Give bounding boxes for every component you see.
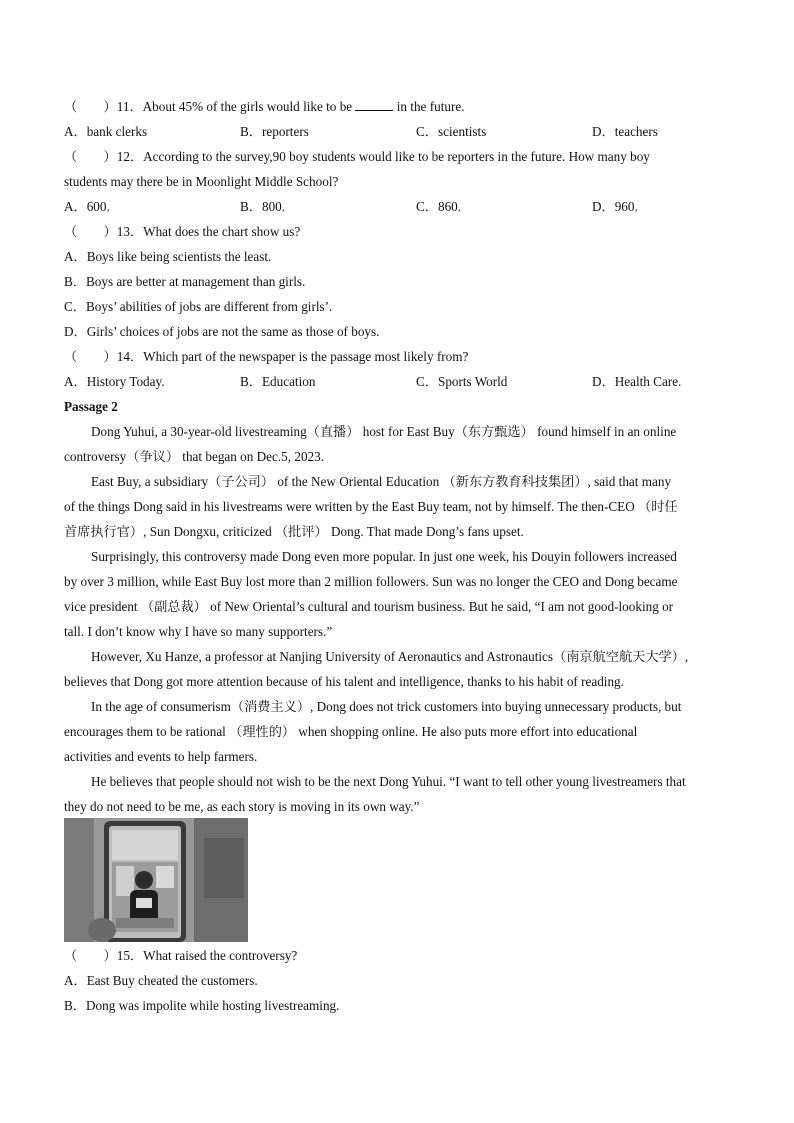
question-11-stem — [64, 98, 465, 116]
answer-blank — [355, 98, 393, 111]
question-12-stem-line-2: students may there be in Moonlight Middle School? — [64, 174, 339, 189]
question-14-stem: （ ）14．Which part of the newspaper is the passage most likely from? — [64, 349, 469, 364]
question-13-option-c: C．Boys’ abilities of jobs are different from girls’. — [64, 299, 333, 314]
question-14-option-c: C．Sports World — [416, 374, 508, 389]
passage-line: Surprisingly, this controversy made Dong even more popular. In just one week, his Douyin followers increased — [91, 549, 677, 564]
question-12-option-a: A．600. — [64, 199, 110, 214]
question-15-option-a: A．East Buy cheated the customers. — [64, 973, 258, 988]
passage-line: In the age of consumerism（消费主义）, Dong does not trick customers into buying unnecessary products, but — [91, 699, 682, 714]
question-11-option-d: D．teachers — [592, 124, 658, 139]
question-13-option-d: D．Girls’ choices of jobs are not the same as those of boys. — [64, 324, 380, 339]
passage-line: Dong Yuhui, a 30-year-old livestreaming（直播） host for East Buy（东方甄选） found himself in an online — [91, 424, 677, 439]
passage-line: East Buy, a subsidiary（子公司） of the New Oriental Education （新东方教育科技集团）, said that many — [91, 474, 672, 489]
passage-line: activities and events to help farmers. — [64, 749, 258, 764]
passage-line: tall. I don’t know why I have so many supporters.” — [64, 624, 333, 639]
passage-line: He believes that people should not wish to be the next Dong Yuhui. “I want to tell other young livestreamers that — [91, 774, 686, 789]
passage-line: However, Xu Hanze, a professor at Nanjing University of Aeronautics and Astronautics（南京航空航天大学）, — [91, 649, 689, 664]
question-12-option-b: B．800. — [240, 199, 286, 214]
passage-line: 首席执行官）, Sun Dongxu, criticized （批评） Dong. That made Dong’s fans upset. — [64, 524, 524, 539]
question-11-stem-end: in the future. — [396, 99, 465, 114]
question-11-option-c: C．scientists — [416, 124, 487, 139]
question-15-option-b: B．Dong was impolite while hosting livestreaming. — [64, 998, 340, 1013]
question-12-option-c: C．860. — [416, 199, 462, 214]
passage-heading: Passage 2 — [64, 399, 118, 414]
passage-line: encourages them to be rational （理性的） when shopping online. He also puts more effort into educational — [64, 724, 638, 739]
question-15-stem: （ ）15．What raised the controversy? — [64, 948, 298, 963]
question-11-option-b: B．reporters — [240, 124, 309, 139]
question-14-option-d: D．Health Care. — [592, 374, 682, 389]
passage-line: vice president （副总裁） of New Oriental’s cultural and tourism business. But he said, “I am not good-looking or — [64, 599, 674, 614]
question-13-option-b: B．Boys are better at management than girls. — [64, 274, 306, 289]
passage-line: they do not need to be me, as each story is moving in its own way.” — [64, 799, 420, 814]
passage-photo — [64, 818, 248, 942]
question-14-option-a: A．History Today. — [64, 374, 165, 389]
passage-line: of the things Dong said in his livestreams were written by the East Buy team, not by himself. The then-CEO （时任 — [64, 499, 678, 514]
question-14-option-b: B．Education — [240, 374, 316, 389]
question-13-stem: （ ）13．What does the chart show us? — [64, 224, 301, 239]
question-11-stem-start: （ ）11．About 45% of the girls would like to be — [64, 99, 353, 114]
passage-line: by over 3 million, while East Buy lost more than 2 million followers. Sun was no longer the CEO and Dong became — [64, 574, 678, 589]
question-12-stem-line-1: （ ）12．According to the survey,90 boy students would like to be reporters in the future. How many boy — [64, 149, 650, 164]
question-13-option-a: A．Boys like being scientists the least. — [64, 249, 272, 264]
passage-line: controversy（争议） that began on Dec.5, 2023. — [64, 449, 325, 464]
question-11-option-a: A．bank clerks — [64, 124, 148, 139]
question-12-option-d: D．960. — [592, 199, 638, 214]
passage-line: believes that Dong got more attention because of his talent and intelligence, thanks to his habit of reading. — [64, 674, 624, 689]
